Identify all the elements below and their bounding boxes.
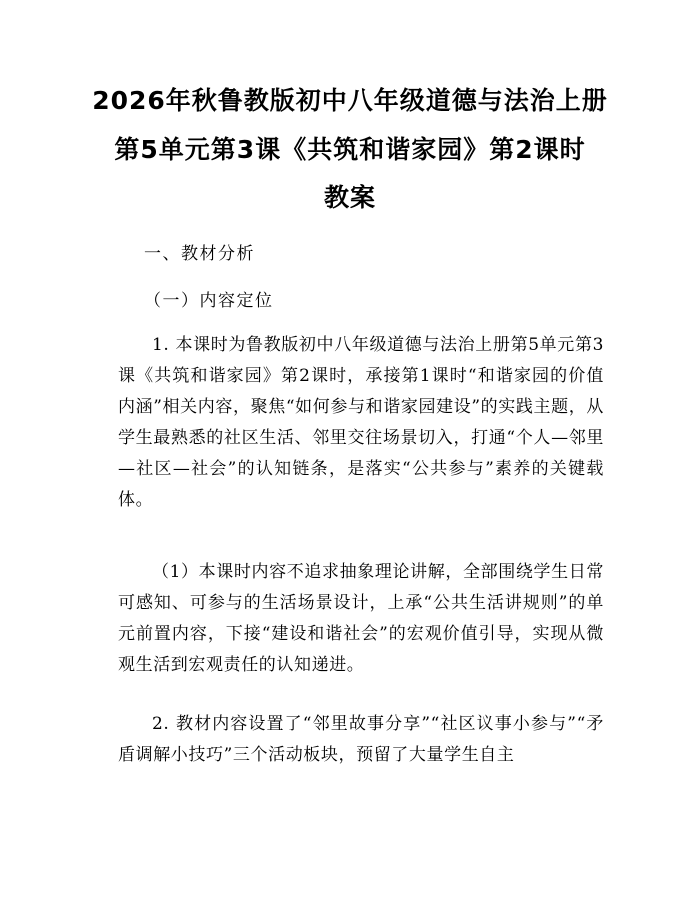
paragraph-content-design: （1）本课时内容不追求抽象理论讲解，全部围绕学生日常可感知、可参与的生活场景设计，上承“公共生活讲规则”的单元前置内容，下接“建设和谐社会”的宏观价值引导，实现从微观生活到宏观责任的认知递进。	[118, 562, 604, 675]
section-heading: 一、教材分析	[144, 244, 255, 264]
subsection-heading: （一）内容定位	[144, 291, 274, 311]
document-title-line-2: 第5单元第3课《共筑和谐家园》第2课时	[114, 135, 586, 164]
paragraph-activity-modules: 2. 教材内容设置了“邻里故事分享”“社区议事小参与”“矛盾调解小技巧”三个活动板块，预留了大量学生自主	[118, 714, 604, 765]
document-title-line-1: 2026年秋鲁教版初中八年级道德与法治上册	[92, 86, 608, 115]
paragraph-content-position: 1. 本课时为鲁教版初中八年级道德与法治上册第5单元第3课《共筑和谐家园》第2课时，承接第1课时“和谐家园的价值内涵”相关内容，聚焦“如何参与和谐家园建设”的实践主题，从学生最熟悉的社区生活、邻里交往场景切入，打通“个人—邻里—社区—社会”的认知链条，是落实“公共参与”素养的关键载体。	[118, 335, 604, 510]
document-title-line-3: 教案	[323, 183, 376, 212]
